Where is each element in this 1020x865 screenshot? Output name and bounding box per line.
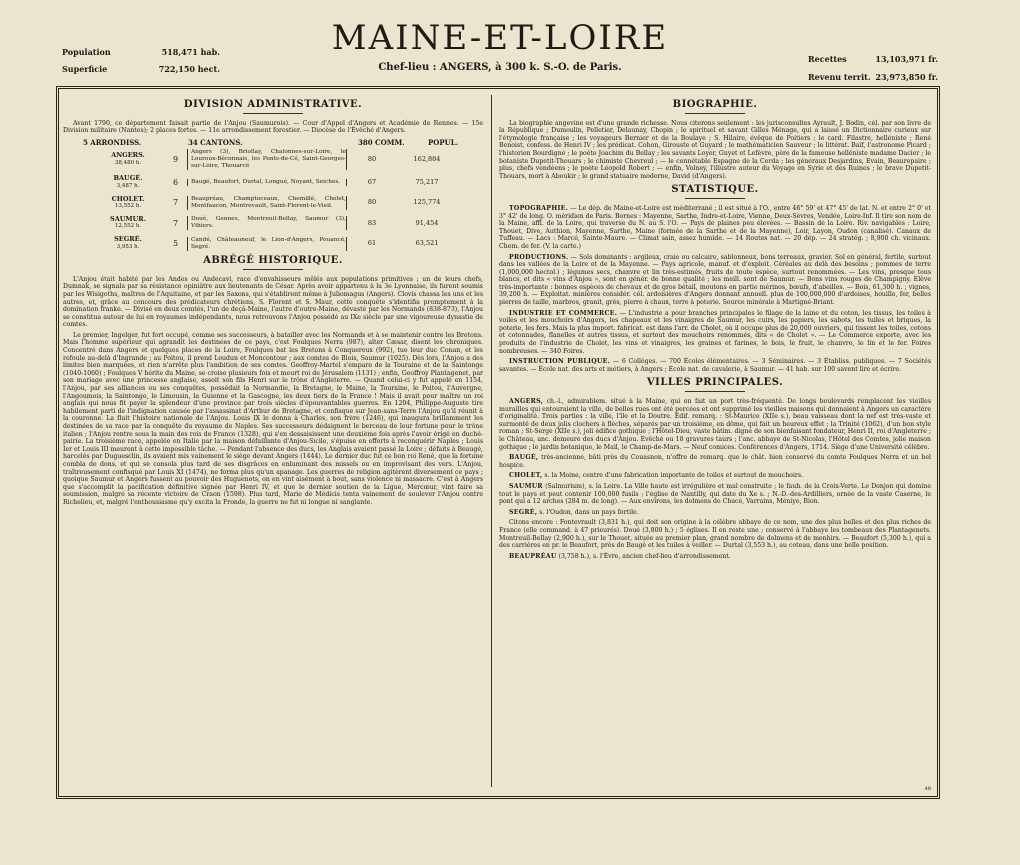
- canton-list: Angers (3), Briollay, Chalonnes-sur-Loire, le Louroux-Béconnais, les Ponts-de-Cé, Saint-Georges-sur-Loire, Thouarcé: [187, 149, 347, 170]
- bauge-text: très-ancienne, bâti près du Couasnon, n'offre de remarq. que le chât. bien conservé du comte Foulques Nerra et un bel hospice.: [499, 454, 931, 469]
- canton-count: 9: [173, 155, 179, 165]
- abrege-heading: ABRÉGÉ HISTORIQUE.: [203, 255, 343, 267]
- cholet-paragraph: [499, 472, 931, 480]
- page-number: 48: [924, 786, 931, 792]
- arrondissement-name: ANGERS. 38,480 h.: [111, 151, 145, 166]
- segre-paragraph: [499, 509, 931, 517]
- superficie-label: Superficie: [62, 64, 108, 74]
- bauge-paragraph: [499, 454, 931, 469]
- beaupreau-paragraph: [499, 553, 931, 561]
- saumur-label: SAUMUR: [509, 482, 543, 490]
- bauge-label: BAUGÉ,: [509, 454, 539, 462]
- chef-lieu-line: Chef-lieu : ANGERS, à 300 k. S.-O. de Paris.: [378, 62, 622, 73]
- topographie-label: TOPOGRAPHIE.: [509, 204, 569, 212]
- content-frame: [56, 86, 940, 799]
- heading-rule: [685, 198, 745, 199]
- population-count: 75,217: [415, 178, 439, 187]
- recettes-label: Recettes: [808, 54, 847, 64]
- population-label: Population: [62, 47, 111, 57]
- table-row: [83, 196, 483, 211]
- segre-label: SEGRÉ,: [509, 508, 538, 516]
- col-population: POPUL.: [428, 137, 459, 147]
- commune-count: 83: [367, 218, 377, 227]
- angers-paragraph: [499, 398, 931, 451]
- villes-heading: VILLES PRINCIPALES.: [646, 377, 784, 389]
- saumur-paragraph: [499, 483, 931, 506]
- table-row: [83, 149, 483, 170]
- division-intro: Avant 1790, ce département faisait partie de l'Anjou (Saumurois). — Cour d'Appel d'Angers et Académie de Rennes. — 15e Division militaire (Nantes); 2 places fortes. — 11e arrondissement forestier. — Diocèse de l'Évêché d'Angers.: [63, 119, 483, 135]
- division-table-header: [83, 139, 483, 147]
- statistique-heading: STATISTIQUE.: [671, 184, 759, 196]
- arrondissement-name: SAUMUR. 12,552 h.: [110, 214, 146, 230]
- instruction-text: — 6 Collèges. — 700 Écoles élémentaires. — 3 Séminaires. — 3 Établiss. publiques. — 7 Sociétés savantes. — École nat. des arts et métiers, à Angers ; École nat. de cavalerie, à Saumur. — 41 hab. sur 100 savent lire et écrire.: [499, 358, 931, 373]
- canton-list: Beaupréau, Champtoceaux, Chemillé, Cholet, Montfaucon, Montrevault, Saint-Florent-le-Vieil.: [187, 196, 347, 210]
- population-count: 63,521: [415, 238, 439, 247]
- industrie-paragraph: [499, 310, 931, 356]
- saumur-text: (Salmurium), s. la Loire. La Ville haute est irrégulière et mal construite ; le fauh. de la Croix-Verte. Le Donjon qui domine tout le pays et peut contenir 100,000 fusils ; l'église de Nantilly, qui date du Xe s. ; N.-D.-des-Ardilliers, ornée de la vaste Caserne, le pont qui a 12 arches (284 m. de long). — Aux environs, les dolmens de Chacé, Varrains, Méniye, Bion.: [499, 482, 932, 506]
- page-title: MAINE-ET-LOIRE: [331, 18, 669, 58]
- header-stats-right: [808, 50, 938, 86]
- other-towns-paragraph: Citons encore : Fontevrault (3,831 h.), qui doit son origine à la célèbre abbaye de ce nom, une des plus belles et des plus riches de France (elle command. à 47 prieurés). Doué (3,800 h.) ; 5 églises. Il en reste une ; conservé à l'abbaye les tombeaux des Plantagenets. Montreuil-Bellay (2,900 h.), sur le Thouet, située au premier plan, grand nombre de dolmens et de menhirs. — Beaufort (5,300 h.), qui a des carrières en pr. le Beaufort, près de Baugé et les tuiles à veiller. — Durtal (3,553 h.), au coteau, dans une belle position.: [499, 519, 931, 550]
- arrondissement-name: BAUGÉ. 3,487 h.: [113, 174, 143, 189]
- heading-rule: [685, 113, 745, 114]
- instruction-label: INSTRUCTION PUBLIQUE.: [509, 358, 611, 366]
- arrondissement-name: CHOLET. 13,552 h.: [111, 194, 145, 210]
- heading-rule: [243, 269, 303, 270]
- population-value: 518,471 hab.: [161, 47, 220, 57]
- productions-label: PRODUCTIONS.: [509, 253, 569, 261]
- commune-count: 67: [367, 178, 377, 187]
- topographie-paragraph: [499, 205, 931, 251]
- left-column: [63, 101, 483, 510]
- heading-rule: [685, 391, 745, 392]
- biographie-text: La biographie angevine est d'une grande richesse. Nous citerons seulement : les jurisconsultes Ayrault, J. Bodin, cél. par son livre de la République ; Dumoulin, Pelletier, Delaunay, Chopin ; le spirituel et savant Gilles Ménage, qui a laissé un Dictionnaire curieux sur l'étymologie française ; les voyageurs Bernier et de la Boulaye ; S. Hilaire, évêque de Poitiers ; le card. Filastre, helléniste ; René Benoist, confess. de Henri IV ; les prédicat. Cohon, Girouste et Guyard ; le mathématicien Sauveur ; le littérat. Baïf, l'astronome Picard ; l'historien Bourdigné ; le poète Joachim du Bellay ; les savants Loyer, Guyet et Lefèvre, père de la fameuse helléniste madame Dacier ; le botaniste Dupetit-Thouars ; le chimiste Chevreul ; — le connétable Espagne de la Cerda ; les généraux Desjardins, Evain, Beaurepaire ; plus, chefs vendéens ; le poète Léopold Robert ; — enfin, Volney, l'illustre auteur du Voyage en Syrie et des Ruines ; le brave Dupetit-Thouars, mort à Aboukir ; le grand statuaire moderne, David (d'Angers).: [499, 119, 931, 180]
- history-paragraph: L'Anjou était habité par les Andes ou Andecavi, race d'envahisseurs mêlés aux populations primitives ; un de leurs chefs, Dumnak, se signala par sa résistance opiniâtre aux lieutenants de César. Après avoir appartenu à la 3e Lyonnaise, ils furent soumis par les Wisigoths, maîtres de l'Aquitaine, et par les Saxons, qui s'établirent même à Juliomagus (Angers). Clovis chassa les uns et les autres, et, grâce au concours des prédicateurs chrétiens, S. Florent et S. Maur, cette conquête s'identifia promptement à la domination franke. — Divisé en deux comtés, l'un de deçà-Maine, l'autre d'outre-Maine, dévasté par les Normands (838-873), l'Anjou se constitua autour de lui en royaumes indépendants, nous retrouvons l'Anjou possédé au IXe siècle par une vigoureuse dynastie de comtes.: [63, 275, 483, 329]
- col-communes: 380 COMM.: [358, 137, 405, 147]
- productions-text: — Sols dominants : argileux, craie ou calcaire, sablonneux, bons terreaux, gravier. Sol en général, fertile, surtout dans les vallées de la Loire et de la Mayenne. — Pays agricole, manuf. et d'exploit. Céréales au delà des besoins ; pommes de terre (1,000,000 hectol.) ; légumes secs, chanvre et lin très-estimés, fruits de toute espèce, surtout renommées. — Les vins, presque tous blancs, et dits « vins d'Anjou », sont en génér. de bonne qualité ; les meill. sont de Saumur. — Bons vins rouges de Champigny. Élève très-importante : bonnes espèces de chevaux et de gros bétail, moutons en partie mérinos, bœufs, d'abeilles. — Bois, 61,300 h. ; vignes, 39,200 h. — Exploitat. minières considér. cél. ardoisières d'Angers donnant annuell. plus de 100,000,000 d'ardoises, houille, fer, belles pierres de taille, marbres, granit, grès, pierre à chaux, terre à poterie. Source minérale à Martigné-Briant.: [499, 253, 931, 307]
- recettes-value: 13,103,971 fr.: [875, 54, 938, 64]
- commune-count: 61: [367, 238, 377, 247]
- col-arrondissements: 5 ARRONDISS.: [83, 137, 142, 147]
- arrondissement-name: SEGRÉ. 3,953 h.: [114, 234, 142, 250]
- commune-count: 80: [367, 198, 377, 207]
- industrie-text: — L'industrie a pour branches principales le filage de la laine et du coton, les tissus, les toiles à voiles et les mouchoirs d'Angers, les chapeaux et les vinaigres de Saumur, les cuirs, les papiers, les sabots, les tuiles et briques, la poterie, les fers. Mais la plus import. fabricat. est dans l'arr. de Cholet, où il occupe plus de 20,000 ouvriers, qui tissent les toiles, cotons et cotonnades, flanelles et autres tissus, et surtout des mouchoirs renommés, dits « de Cholet ». — Le Commerce exporte, avec les produits de l'industrie de Cholet, les vins et vinaigres, les graines et farines, le bois, le fruit, le chanvre, le lin et le fer. Foires nombreuses. — 340 Foires.: [499, 309, 931, 355]
- col-cantons: 34 CANTONS.: [188, 137, 243, 147]
- cholet-label: CHOLET,: [509, 472, 543, 480]
- revenu-value: 23,973,850 fr.: [875, 72, 938, 82]
- productions-paragraph: [499, 254, 931, 307]
- angers-label: ANGERS,: [509, 398, 544, 405]
- right-column: [499, 101, 931, 563]
- population-count: 91,454: [415, 218, 439, 227]
- canton-list: Doué, Gennes, Montreuil-Bellay, Saumur (3), Vihiers.: [187, 216, 347, 230]
- canton-count: 6: [173, 178, 179, 188]
- segre-text: s. l'Oudon, dans un pays fertile.: [539, 508, 639, 516]
- angers-text: ch.-l., admirablem. situé à la Maine, qui en fait un port très-fréquenté. De longs boulevards remplacent les vieilles murailles qui entouraient la ville, de belles rues ont été percées et ont supprimé les vieilles maisons qui donnaient à Angers un caractère d'originalité. Trois parties : la ville, l'île et la Doutre. Édif. remarq. : St-Maurice (XIIe s.), beau vaisseau dont la nef est très-vaste et surmonté de deux jolis clochers à flèches, séparés par un troisième, en dôme, qui fait un heureux effet ; la Trinité (1062), d'un bon style roman ; St-Serge (XIIe s.), joli édifice gothique ; l'Hôtel-Dieu, vaste bâtim. digne de son bienfaisant fondateur, Henri II, roi d'Angleterre ; le Château, anc. demeure des ducs d'Anjou. Évêché ou 18 gravures taurs ; l'anc. abbaye de St-Nicolas, l'Hôtel des Comtes, jolie maison gothique ; le jardin botanique, le Mail, le Champ-de-Mars. — Neuf comices. Conférences d'Angers, 1714. Siège d'une Université célèbre.: [499, 398, 932, 451]
- history-paragraph: Le premier, Ingelger, fut fort occupé, comme ses successeurs, à batailler avec les Normands et à se maintenir contre les Bretons. Mais l'homme supérieur qui agrandit les destinées de ce pays, c'est Foulques Nerra (987), alter Cæsar, disent les chroniques. Concentré dans Angers et quelques places de la Loire, Foulques bat les Bretons à Conquereux (992), tue leur duc Conan, et les refoule au-delà d'Ingrande ; au Poitou, il prend Loudun et Moncontour ; aux comtes de Blois, Saumur (1025). Dès lors, l'Anjou a des limites bien marquées, et rien n'arrête plus l'ambition de ses comtes. Geoffroy-Martel s'empare de la Touraine et de la Saintonge (1040-1060) ; Foulques V hérite du Maine, se croise plusieurs fois et meurt roi de Jérusalem (1131) ; enfin, Geoffroy Plantagenet, par son mariage avec une princesse anglaise, assoit son fils Henri sur le trône d'Angleterre. — Quand celui-ci y fut appelé en 1154, l'Anjou, par ses alliances ou ses conquêtes, possédait la Normandie, la Bretagne, le Maine, la Touraine, le Poitou, l'Auvergne, l'Angoumois, la Saintonge, le Limousin, la Guienne et la Gascogne, les deux tiers de la France ! Mais il avait pour maître un roi anglais qui nous fit payer la splendeur d'une province par trois siècles d'épouvantables guerres. En 1204, Philippe-Auguste tire habilement parti de l'indignation causée par l'assassinat d'Arthur de Bretagne, et confisque sur Jean-sans-Terre l'Anjou qu'il réunit à la couronne. La fluit l'histoire nationale de l'Anjou. Louis IX le donna à Charles, son frère (1246), qui inaugura brillamment les destinées de sa race par la conquête du royaume de Naples. Ses successeurs dédaignent le berceau de leur fortune pour le trône italien ; l'Anjou rentre sous la main des rois de France (1328), qui s'en dessaisissent une deuxième fois après l'avoir érigé en duché-pairie. La troisième race, appelée en Italie par la maison défaillante d'Anjou-Sicile, s'épuise en efforts à reconquérir Naples ; Louis Ier et Louis III meurent à cette impossible tâche. — Pendant l'absence des ducs, les Anglais avaient passé la Loire ; défaits à Beaugé, harcelés par Duguesclin, ils avaient mis vainement le siège devant Angers (1444). Le dernier duc fut ce bon roi René, que la fortune combla de dons, et qui se consola plus tard de ses disgrâces en enluminant des missels ou en improvisant des vers. L'Anjou, traîtreusement confisqué par Louis XI (1474), ne forma plus qu'un apanage. Les guerres de religion agitèrent diversement ce pays ; quoique Saumur et Angers fussent au pouvoir des Huguenots, on en vint aisément à bout, sans violence ni massacre. C'est à Angers que s'accomplit la pacification définitive signée par Henri IV, et que le dernier soutien de la Ligue, Mercœur, vint faire sa soumission, malgré sa récente victoire de Craon (1598). Plus tard, Marie de Médicis tenta vainement de soulever l'Anjou contre Richelieu, et, malgré l'enthousiasme qu'y excita la Fronde, la guerre ne fut ni longue ni sanglante.: [63, 331, 483, 506]
- topographie-text: — Le dép. de Maine-et-Loire est méditerrané ; il est situé à l'O., entre 46° 59' et 47° 45' de lat. N. et entre 2° 0' et 3° 42' de long. O. méridien de Paris. Bornes : Mayenne, Sarthe, Indre-et-Loire, Vienne, Deux-Sèvres, Vendée, Loire-Inf. Il tire son nom de la Maine, affl. de la Loire, qui traverse du N. au S. l'O. — Pays de plaines peu élevées. — Bassin de la Loire. Riv. navigables : Loire, Thouet, Dive, Authion, Mayenne, Sarthe, Maine (formée de la Sarthe et de la Mayenne), Loir, Layon, Oudon (canalisé). Canaux de Tuffeau. — Lacs : Marcé, Sainte-Maure. — Climat sain, assez humide. — 14 Routes nat. — 20 dép. — 24 stratég. ; 8,900 ch. vicinaux. Chem. de fer. (V. la carte.): [499, 204, 931, 250]
- header-stats-left: [62, 44, 220, 78]
- industrie-label: INDUSTRIE ET COMMERCE.: [509, 309, 618, 317]
- canton-count: 5: [173, 238, 179, 248]
- table-row: [83, 236, 483, 251]
- canton-count: 7: [173, 198, 179, 208]
- canton-list: Candé, Châteauneuf, le Lion-d'Angers, Pouancé, Segré.: [187, 237, 347, 251]
- superficie-value: 722,150 hect.: [158, 64, 220, 74]
- biographie-heading: BIOGRAPHIE.: [672, 99, 758, 110]
- canton-count: 7: [173, 218, 179, 228]
- beaupreau-label: BEAUPRÉAU: [509, 552, 557, 560]
- revenu-label: Revenu territ.: [808, 72, 871, 82]
- commune-count: 80: [367, 155, 377, 164]
- instruction-paragraph: [499, 358, 931, 373]
- heading-rule: [243, 113, 303, 114]
- population-count: 162,884: [413, 155, 441, 164]
- division-heading: DIVISION ADMINISTRATIVE.: [183, 99, 363, 110]
- population-count: 125,774: [413, 198, 441, 207]
- cholet-text: s. la Moine, centre d'une fabrication importante de toiles et surtout de mouchoirs.: [544, 472, 803, 480]
- beaupreau-text: (3,758 h.), s. l'Èvre, ancien chef-lieu d'arrondissement.: [558, 552, 731, 560]
- table-row: [83, 216, 483, 231]
- column-divider: [491, 95, 492, 787]
- table-row: [83, 175, 483, 190]
- canton-list: Baugé, Beaufort, Durtal, Longué, Noyant, Seiches.: [187, 179, 347, 186]
